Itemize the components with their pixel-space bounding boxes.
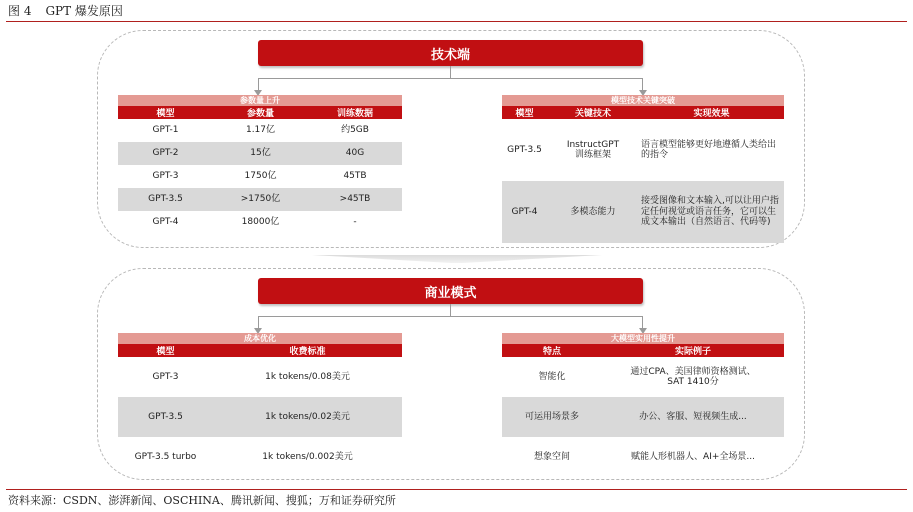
cell-effect: 接受图像和文本输入,可以让用户指定任何视觉或语言任务，它可以生成文本输出（自然语言、代码等) [641,196,779,228]
cell-price: 1k tokens/0.02美元 [265,411,350,422]
cell-data: - [353,217,357,228]
table-row [118,357,402,397]
cell-feature: 智能化 [538,371,566,382]
cell-feature: 可运用场景多 [524,411,579,422]
cell-key-tech: InstructGPT 训练框架 [566,139,620,160]
cell-feature: 想象空间 [533,451,570,462]
figure-number: 图 4 [8,4,32,18]
utility-table-caption: 大模型实用性提升 [502,333,784,344]
params-table-header [118,106,402,119]
cell-example: 赋能人形机器人、AI+全场景... [631,451,755,462]
cell-example: 办公、客服、短视频生成... [639,411,747,422]
params-table [118,95,402,234]
business-banner: 商业模式 [258,278,643,304]
utility-table [502,333,784,477]
header-feature: 特点 [542,347,561,357]
breakthrough-table [502,95,784,243]
cell-data: >45TB [339,194,371,205]
cell-params: >1750亿 [240,194,281,205]
header-effect: 实现效果 [693,109,730,119]
cell-model: GPT-3 [152,171,179,182]
table-row [118,437,402,477]
tech-connector-stem [450,66,451,78]
cell-effect: 语言模型能够更好地遵循人类给出的指令 [641,139,777,160]
cost-table [118,333,402,477]
cell-model: GPT-3.5 turbo [134,451,197,462]
table-row [502,357,784,397]
header-example: 实际例子 [674,347,711,357]
figure-title [8,2,123,19]
cell-example: 通过CPA、美国律师资格测试、 SAT 1410分 [630,366,756,387]
top-rule [6,21,907,22]
cell-model: GPT-3.5 [507,144,542,155]
cell-price: 1k tokens/0.002美元 [262,451,353,462]
cell-model: GPT-4 [511,206,538,217]
cost-table-caption: 成本优化 [118,333,402,344]
cell-model: GPT-1 [152,125,179,136]
cell-price: 1k tokens/0.08美元 [265,371,350,382]
cell-model: GPT-3 [152,371,179,382]
header-price: 收费标准 [289,347,326,357]
table-row [502,181,784,243]
tech-banner: 技术端 [258,40,643,66]
cell-params: 18000亿 [241,217,280,228]
breakthrough-table-caption: 模型技术关键突破 [502,95,784,106]
cell-params: 1750亿 [244,171,277,182]
cost-table-header [118,344,402,357]
section-down-arrow-icon [312,255,602,263]
figure-title-text: GPT 爆发原因 [45,4,123,18]
header-model: 模型 [156,109,175,119]
cell-key-tech: 多模态能力 [570,206,616,217]
business-connector [258,316,643,330]
business-connector-stem [450,304,451,316]
cell-model: GPT-3.5 [148,194,183,205]
cell-model: GPT-4 [152,217,179,228]
table-row [118,188,402,211]
table-row [502,397,784,437]
params-table-caption: 参数量上升 [118,95,402,106]
bottom-rule [6,489,907,490]
tech-connector [258,78,643,92]
table-row [118,119,402,142]
header-params: 参数量 [246,109,274,119]
cell-params: 1.17亿 [245,125,276,136]
cell-data: 40G [345,148,365,159]
cell-model: GPT-2 [152,148,179,159]
cell-data: 约5GB [341,125,369,136]
cell-data: 45TB [343,171,367,182]
header-model: 模型 [156,347,175,357]
source-note: 资料来源：CSDN、澎湃新闻、OSCHINA、腾讯新闻、搜狐；万和证券研究所 [8,494,396,507]
table-row [502,119,784,181]
cell-model: GPT-3.5 [148,411,183,422]
table-row [118,165,402,188]
table-row [118,397,402,437]
header-model: 模型 [515,109,534,119]
breakthrough-table-header [502,106,784,119]
table-row [118,211,402,234]
header-key-tech: 关键技术 [574,109,611,119]
header-training-data: 训练数据 [336,109,373,119]
cell-params: 15亿 [250,148,271,159]
table-row [118,142,402,165]
table-row [502,437,784,477]
utility-table-header [502,344,784,357]
